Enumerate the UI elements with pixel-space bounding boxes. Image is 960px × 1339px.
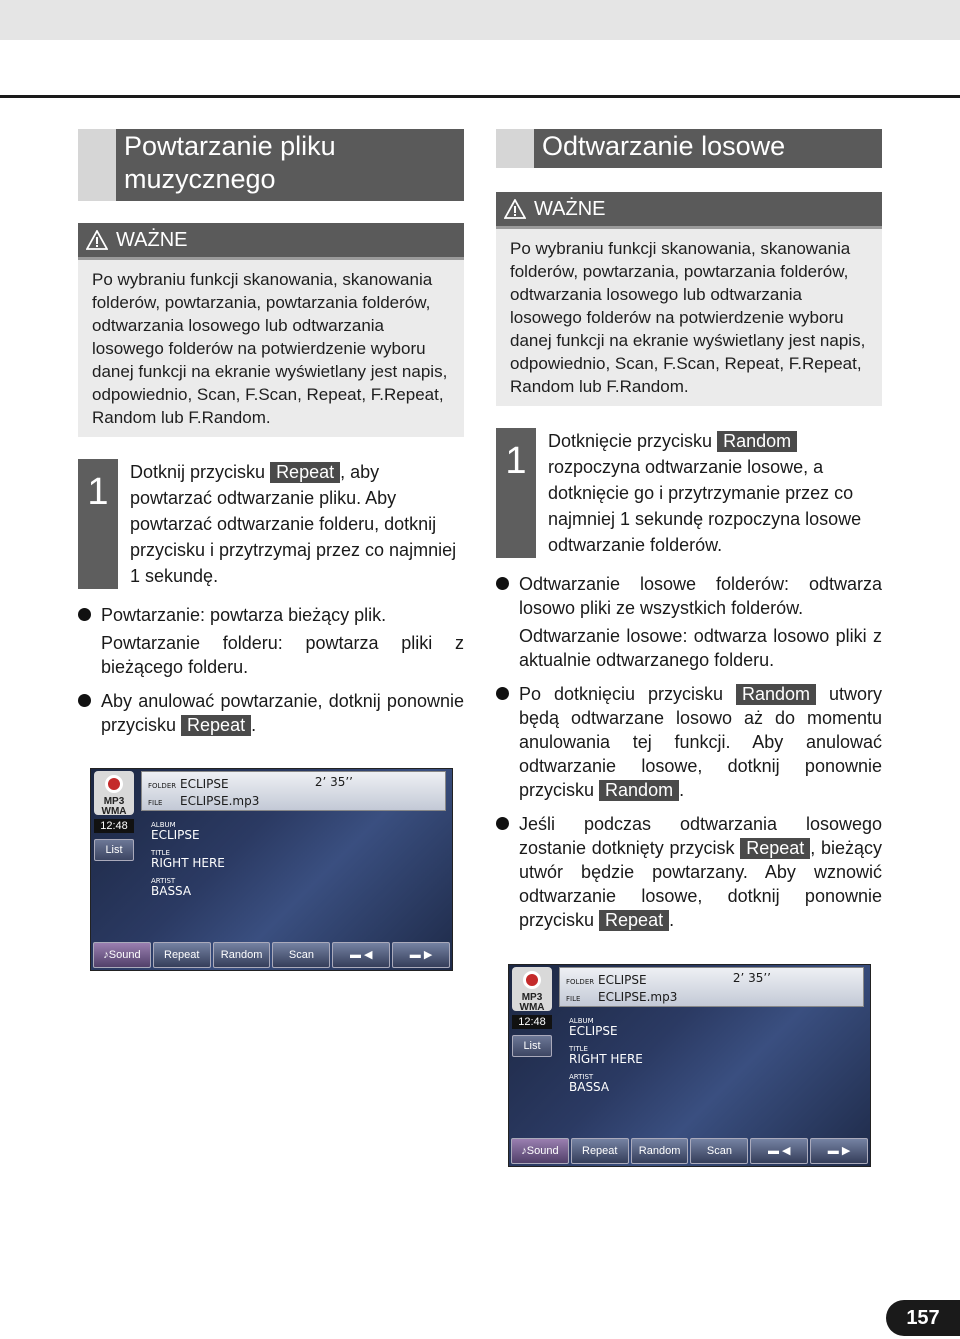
bullet-dot-icon bbox=[496, 817, 509, 830]
bullet-post: . bbox=[251, 715, 257, 735]
sound-button[interactable]: ♪Sound bbox=[93, 942, 151, 968]
random-key: Random bbox=[599, 780, 679, 801]
file-info-panel bbox=[559, 967, 864, 1007]
step-post: , aby powtarzać odtwarzanie pliku. Aby powtarzać odtwarzanie folderu, dotknij przycisku i przytrzymaj przez co najmniej 1 sekundę. bbox=[130, 462, 457, 586]
important-label: WAŻNE bbox=[534, 197, 606, 220]
repeat-key: Repeat bbox=[599, 910, 669, 931]
album-meta bbox=[151, 821, 200, 842]
bullet-text: Powtarzanie: powtarza bieżący plik. bbox=[101, 605, 387, 625]
bullet-dot-icon bbox=[496, 687, 509, 700]
left-step-1 bbox=[78, 459, 464, 589]
bullet-text: Odtwarzanie losowe folderów: odtwarza losowo pliki ze wszystkich folderów. bbox=[519, 574, 882, 618]
disc-icon bbox=[105, 775, 123, 793]
bullet-item bbox=[496, 682, 882, 802]
disc-icon bbox=[523, 971, 541, 989]
step-text bbox=[536, 428, 882, 558]
folder-value: ECLIPSE bbox=[598, 973, 647, 987]
file-label: FILE bbox=[148, 799, 163, 807]
artist-label: ARTIST bbox=[151, 877, 176, 885]
folder-next-button[interactable]: ▬ ▶ bbox=[392, 942, 450, 968]
bullet-item bbox=[496, 572, 882, 672]
bullet-text: Powtarzanie folderu: powtarza pliki z bieżącego folderu. bbox=[101, 633, 464, 677]
bullet-post: . bbox=[679, 780, 685, 800]
random-button[interactable]: Random bbox=[631, 1138, 689, 1164]
format-label: MP3 WMA bbox=[101, 796, 127, 817]
left-column bbox=[78, 129, 464, 747]
clock: 12:48 bbox=[94, 819, 134, 833]
scan-button[interactable]: Scan bbox=[690, 1138, 748, 1164]
file-row bbox=[148, 794, 259, 808]
title-label: TITLE bbox=[151, 849, 170, 857]
bullet-item bbox=[496, 812, 882, 932]
random-key: Random bbox=[717, 431, 797, 452]
bullet-dot-icon bbox=[78, 608, 91, 621]
bullet-mid: utwory będą odtwarzane losowo aż do momentu anulowania tej funkcji. Aby anulować odtwarzanie losowe, dotknij ponownie przycisku bbox=[519, 684, 882, 800]
warning-icon bbox=[86, 230, 108, 250]
step-pre: Dotknięcie przycisku bbox=[548, 431, 713, 451]
right-title: Odtwarzanie losowe bbox=[534, 129, 882, 168]
album-label: ALBUM bbox=[569, 1017, 594, 1025]
folder-value: ECLIPSE bbox=[180, 777, 229, 791]
bullet-pre: Po dotknięciu przycisku bbox=[519, 684, 723, 704]
folder-row bbox=[148, 777, 229, 791]
left-title: Powtarzanie pliku muzycznego bbox=[116, 129, 464, 201]
bullet-text bbox=[519, 682, 882, 802]
scan-button[interactable]: Scan bbox=[272, 942, 330, 968]
repeat-key: Repeat bbox=[181, 715, 251, 736]
bullet-pre: Aby anulować powtarzanie, dotknij ponownie przycisku bbox=[101, 691, 464, 735]
play-time: 2’ 35’’ bbox=[314, 775, 353, 789]
warning-icon bbox=[504, 199, 526, 219]
title-label: TITLE bbox=[569, 1045, 588, 1053]
important-header bbox=[496, 192, 882, 229]
clock: 12:48 bbox=[512, 1015, 552, 1029]
bullet-text: Odtwarzanie losowe: odtwarza losowo pliki z aktualnie odtwarzanego folderu. bbox=[519, 626, 882, 670]
bullet-text bbox=[519, 812, 882, 932]
folder-next-button[interactable]: ▬ ▶ bbox=[810, 1138, 868, 1164]
step-number: 1 bbox=[496, 428, 536, 558]
album-label: ALBUM bbox=[151, 821, 176, 829]
step-pre: Dotknij przycisku bbox=[130, 462, 266, 482]
important-text: Po wybraniu funkcji skanowania, skanowania folderów, powtarzania, powtarzania folderów, odtwarzania losowego lub odtwarzania losowego folderów na potwierdzenie wyboru danej funkcji na ekranie wyświetlany jest napis, odpowiednio, Scan, F.Scan, Repeat, F.Repeat, Random lub F.Random. bbox=[92, 270, 448, 427]
artist-meta bbox=[569, 1073, 609, 1094]
top-rule bbox=[0, 95, 960, 98]
album-value: ECLIPSE bbox=[151, 828, 200, 842]
title-meta bbox=[569, 1045, 643, 1066]
important-text: Po wybraniu funkcji skanowania, skanowania folderów, powtarzania, powtarzania folderów, odtwarzania losowego lub odtwarzania losowego folderów na potwierdzenie wyboru danej funkcji na ekranie wyświetlany jest napis, odpowiednio, Scan, F.Scan, Repeat, F.Repeat, Random lub F.Random. bbox=[510, 239, 866, 396]
title-value: RIGHT HERE bbox=[569, 1052, 643, 1066]
file-label: FILE bbox=[566, 995, 581, 1003]
audio-screen-screenshot bbox=[90, 768, 453, 971]
artist-value: BASSA bbox=[151, 884, 192, 898]
play-time: 2’ 35’’ bbox=[732, 971, 771, 985]
format-label: MP3 WMA bbox=[519, 992, 545, 1013]
artist-label: ARTIST bbox=[569, 1073, 594, 1081]
file-info-panel bbox=[141, 771, 446, 811]
repeat-key: Repeat bbox=[740, 838, 810, 859]
page-number: 157 bbox=[886, 1300, 960, 1336]
folder-row bbox=[566, 973, 647, 987]
title-stub bbox=[78, 129, 116, 201]
step-text bbox=[118, 459, 464, 589]
top-band bbox=[0, 0, 960, 40]
title-value: RIGHT HERE bbox=[151, 856, 225, 870]
right-important-box bbox=[496, 192, 882, 406]
file-row bbox=[566, 990, 677, 1004]
important-label: WAŻNE bbox=[116, 228, 188, 251]
audio-screen-screenshot bbox=[508, 964, 871, 1167]
bullet-post: . bbox=[669, 910, 675, 930]
right-column bbox=[496, 129, 882, 942]
left-important-box bbox=[78, 223, 464, 437]
left-bullets bbox=[78, 603, 464, 737]
bullet-dot-icon bbox=[78, 694, 91, 707]
artist-meta bbox=[151, 877, 191, 898]
repeat-key: Repeat bbox=[270, 462, 340, 483]
random-button[interactable]: Random bbox=[213, 942, 271, 968]
mp3-wma-logo bbox=[94, 771, 134, 815]
bullet-pre: Jeśli podczas odtwarzania losowego zostanie dotknięty przycisk bbox=[519, 814, 882, 858]
right-bullets bbox=[496, 572, 882, 932]
title-stub bbox=[496, 129, 534, 168]
folder-prev-button[interactable]: ▬ ◀ bbox=[332, 942, 390, 968]
step-post: rozpoczyna odtwarzanie losowe, a dotknięcie go i przytrzymanie przez co najmniej 1 sekundę rozpoczyna losowe odtwarzanie folderów. bbox=[548, 457, 862, 555]
screen-button-bar bbox=[93, 942, 450, 968]
folder-prev-button[interactable]: ▬ ◀ bbox=[750, 1138, 808, 1164]
right-section-title bbox=[496, 129, 882, 168]
folder-label: FOLDER bbox=[148, 782, 177, 790]
bullet-text bbox=[101, 689, 464, 737]
bullet-item bbox=[78, 689, 464, 737]
title-meta bbox=[151, 849, 225, 870]
mp3-wma-logo bbox=[512, 967, 552, 1011]
bullet-mid: , bieżący utwór będzie powtarzany. Aby wznowić odtwarzanie losowe, dotknij ponownie przycisku bbox=[519, 838, 882, 930]
random-key: Random bbox=[736, 684, 816, 705]
bullet-dot-icon bbox=[496, 577, 509, 590]
file-value: ECLIPSE.mp3 bbox=[598, 990, 678, 1004]
artist-value: BASSA bbox=[569, 1080, 610, 1094]
repeat-button[interactable]: Repeat bbox=[153, 942, 211, 968]
file-value: ECLIPSE.mp3 bbox=[180, 794, 260, 808]
album-value: ECLIPSE bbox=[569, 1024, 618, 1038]
important-header bbox=[78, 223, 464, 260]
album-meta bbox=[569, 1017, 618, 1038]
sound-button[interactable]: ♪Sound bbox=[511, 1138, 569, 1164]
repeat-button[interactable]: Repeat bbox=[571, 1138, 629, 1164]
screen-button-bar bbox=[511, 1138, 868, 1164]
bullet-item bbox=[78, 603, 464, 679]
list-button[interactable]: List bbox=[512, 1035, 552, 1057]
step-number: 1 bbox=[78, 459, 118, 589]
left-section-title bbox=[78, 129, 464, 201]
list-button[interactable]: List bbox=[94, 839, 134, 861]
right-step-1 bbox=[496, 428, 882, 558]
folder-label: FOLDER bbox=[566, 978, 595, 986]
